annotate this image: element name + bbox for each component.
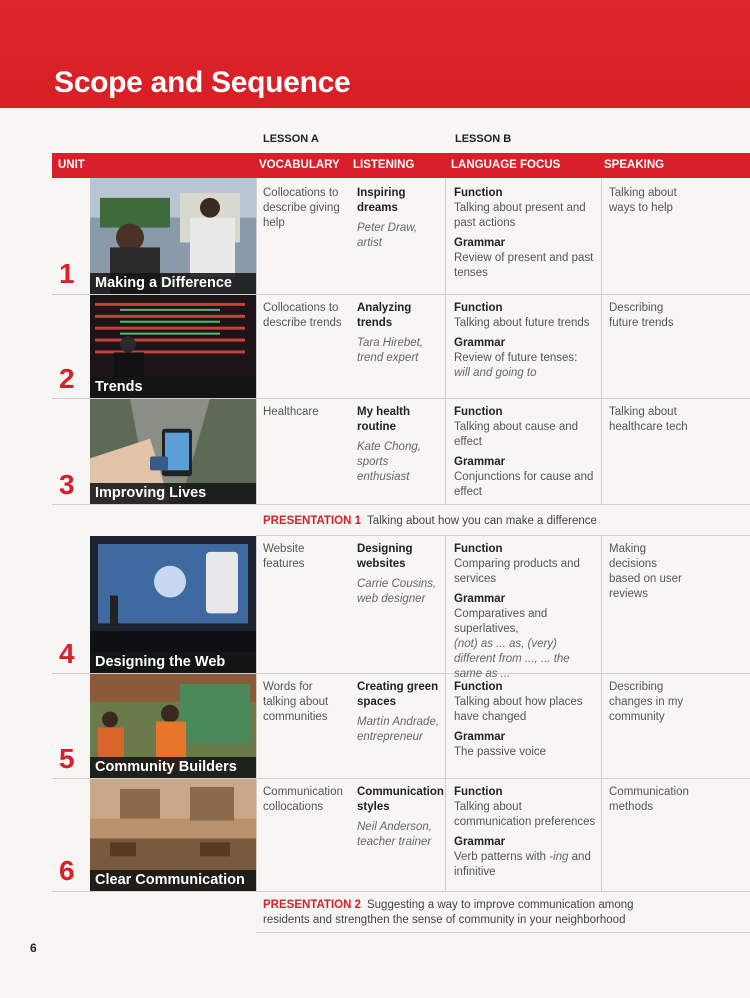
- function-text: Talking about how places have changed: [454, 696, 583, 723]
- grammar-label: Grammar: [454, 731, 506, 743]
- vocabulary-text: Collocations to describe trends: [263, 302, 342, 329]
- grammar-label: Grammar: [454, 337, 506, 349]
- grammar-label: Grammar: [454, 456, 506, 468]
- col-listening: LISTENING: [353, 159, 415, 171]
- listening-person: Tara Hirebet, trend expert: [357, 337, 424, 364]
- speaking-text: Communication methods: [609, 786, 689, 813]
- listening-person: Kate Chong, sports enthusiast: [357, 441, 421, 483]
- vocabulary-text: Website features: [263, 543, 305, 570]
- grammar-italic: will and going to: [454, 367, 537, 379]
- function-label: Function: [454, 302, 503, 314]
- page-number: 6: [30, 941, 37, 955]
- listening-person: Martín Andrade, entrepreneur: [357, 716, 440, 743]
- presentation-text: Talking about how you can make a difference: [366, 515, 597, 527]
- unit-photo: [90, 779, 256, 891]
- lesson-a-label: LESSON A: [263, 133, 319, 145]
- col-vocabulary: VOCABULARY: [259, 159, 340, 171]
- presentation-label: PRESENTATION 1: [263, 515, 361, 527]
- grammar-italic: (not) as ... as, (very) different from ..., ... the same as ...: [454, 638, 570, 680]
- grammar-text: Verb patterns with -ing and infinitive: [454, 851, 591, 878]
- unit-title: Improving Lives: [90, 483, 256, 504]
- listening-title: Designing websites: [357, 543, 413, 570]
- listening-title: My health routine: [357, 406, 411, 433]
- grammar-text: Review of future tenses:: [454, 352, 578, 364]
- listening-person: Neil Anderson, teacher trainer: [357, 821, 433, 848]
- speaking-text: Describing changes in my community: [609, 681, 684, 723]
- unit-number: 2: [59, 363, 75, 394]
- unit-title: Community Builders: [90, 757, 256, 778]
- unit-row-6: [52, 779, 750, 892]
- function-text: Comparing products and services: [454, 558, 580, 585]
- unit-row-3: [52, 399, 750, 505]
- presentation-text: Suggesting a way to improve communication among residents and strengthen the sense of community in your neighborhood: [263, 899, 634, 926]
- unit-row-1: [52, 178, 750, 295]
- grammar-label: Grammar: [454, 237, 506, 249]
- grammar-text: Review of present and past tenses: [454, 252, 594, 279]
- unit-row-4: [52, 536, 750, 680]
- title-banner: [0, 0, 750, 108]
- presentation-1: [263, 514, 597, 529]
- grammar-text: The passive voice: [454, 746, 547, 758]
- function-label: Function: [454, 786, 503, 798]
- table-header: [52, 153, 750, 178]
- unit-photo: [90, 674, 256, 778]
- listening-title: Inspiring dreams: [357, 187, 406, 214]
- listening-person: Carrie Cousins, web designer: [357, 578, 437, 605]
- function-label: Function: [454, 187, 503, 199]
- unit-title: Designing the Web: [90, 652, 256, 673]
- listening-title: Creating green spaces: [357, 681, 439, 708]
- grammar-label: Grammar: [454, 836, 506, 848]
- listening-person: Peter Draw, artist: [357, 222, 418, 249]
- unit-photo: [90, 178, 256, 294]
- speaking-text: Talking about healthcare tech: [609, 406, 688, 433]
- function-text: Talking about future trends: [454, 317, 590, 329]
- unit-row-2: [52, 295, 750, 399]
- listening-title: Analyzing trends: [357, 302, 412, 329]
- function-text: Talking about cause and effect: [454, 421, 579, 448]
- vocabulary-text: Words for talking about communities: [263, 681, 329, 723]
- grammar-text: Comparatives and superlatives,: [454, 608, 548, 635]
- unit-number: 5: [59, 743, 75, 774]
- unit-title: Trends: [90, 377, 256, 398]
- unit-photo: [90, 295, 256, 398]
- unit-row-5: [52, 674, 750, 779]
- lesson-b-label: LESSON B: [455, 133, 512, 145]
- vocabulary-text: Healthcare: [263, 406, 319, 418]
- speaking-text: Making decisions based on user reviews: [609, 543, 682, 600]
- grammar-label: Grammar: [454, 593, 506, 605]
- function-text: Talking about present and past actions: [454, 202, 586, 229]
- unit-number: 3: [59, 469, 75, 500]
- function-label: Function: [454, 681, 503, 693]
- function-label: Function: [454, 543, 503, 555]
- vocabulary-text: Communication collocations: [263, 786, 343, 813]
- function-text: Talking about communication preferences: [454, 801, 596, 828]
- grammar-text: Conjunctions for cause and effect: [454, 471, 594, 498]
- presentation-2: [263, 898, 643, 928]
- listening-title: Communication styles: [357, 786, 444, 813]
- speaking-text: Describing future trends: [609, 302, 674, 329]
- col-unit: UNIT: [58, 159, 85, 171]
- col-language-focus: LANGUAGE FOCUS: [451, 159, 561, 171]
- vocabulary-text: Collocations to describe giving help: [263, 187, 340, 229]
- unit-photo: [90, 536, 256, 673]
- function-label: Function: [454, 406, 503, 418]
- unit-title: Clear Communication: [90, 870, 256, 891]
- col-speaking: SPEAKING: [604, 159, 665, 171]
- unit-photo: [90, 399, 256, 504]
- presentation-label: PRESENTATION 2: [263, 899, 361, 911]
- unit-number: 1: [59, 258, 75, 289]
- unit-number: 4: [59, 638, 75, 669]
- page-title: Scope and Sequence: [54, 66, 351, 99]
- unit-number: 6: [59, 855, 75, 886]
- unit-title: Making a Difference: [90, 273, 256, 294]
- speaking-text: Talking about ways to help: [609, 187, 677, 214]
